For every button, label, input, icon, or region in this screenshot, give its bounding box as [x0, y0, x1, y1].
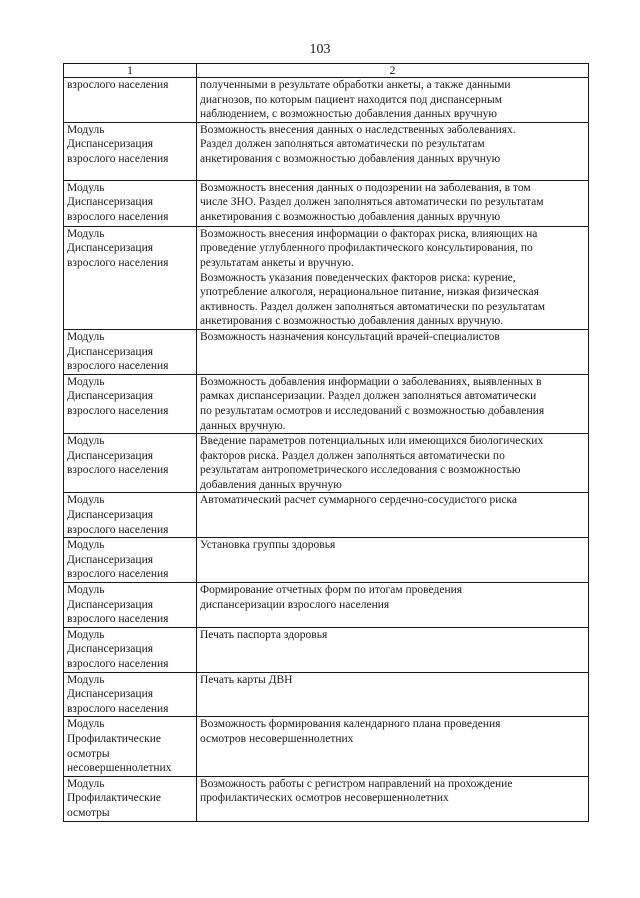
module-text-line: Диспансеризация: [67, 688, 154, 701]
description-text-line: Формирование отчетных форм по итогам проведения: [200, 584, 463, 597]
module-text-line: Модуль: [67, 777, 105, 790]
module-text-line: Модуль: [67, 494, 105, 507]
module-text-line: Профилактические: [67, 732, 161, 745]
description-text-line: Возможность внесения данных о подозрении на заболевания, в том: [200, 181, 531, 194]
description-text-line: Возможность внесения информации о факторах риска, влияющих на: [200, 227, 538, 240]
module-text-line: взрослого населения: [67, 210, 169, 223]
table-row: [64, 226, 589, 329]
module-text-line: Диспансеризация: [67, 643, 154, 656]
page-number: 103: [309, 42, 331, 57]
description-cell: [197, 776, 589, 821]
description-text-line: рамках диспансеризации. Раздел должен заполняться автоматически: [200, 390, 537, 403]
module-text-line: Диспансеризация: [67, 509, 154, 522]
table-row: [64, 434, 589, 493]
module-cell: [64, 78, 197, 123]
module-text-line: осмотры: [67, 747, 110, 760]
description-text-line: проведение углубленного профилактического консультирования, по: [200, 242, 533, 255]
module-cell: [64, 672, 197, 717]
module-text-line: Модуль: [67, 330, 105, 343]
module-text-line: Диспансеризация: [67, 345, 154, 358]
description-text-line: добавления данных вручную: [200, 478, 342, 491]
description-text-line: активность. Раздел должен заполняться автоматически по результатам: [200, 300, 546, 313]
description-cell: [197, 374, 589, 433]
table-row: [64, 78, 589, 123]
description-text-line: Печать карты ДВН: [200, 673, 293, 686]
description-cell: [197, 78, 589, 123]
description-text-line: результатам анкеты и вручную.: [200, 256, 354, 269]
module-cell: [64, 329, 197, 374]
module-cell: [64, 493, 197, 538]
description-text-line: профилактических осмотров несовершеннолетних: [200, 792, 449, 805]
description-text-line: числе ЗНО. Раздел должен заполняться автоматически по результатам: [200, 196, 544, 209]
table-row: [64, 180, 589, 226]
module-text-line: Модуль: [67, 181, 105, 194]
module-cell: [64, 627, 197, 672]
module-text-line: взрослого населения: [67, 256, 169, 269]
module-text-line: Модуль: [67, 435, 105, 448]
module-text-line: Диспансеризация: [67, 138, 154, 151]
description-text-line: Возможность внесения данных о наследственных заболеваниях.: [200, 123, 516, 136]
description-text-line: анкетирования с возможностью добавления данных вручную: [200, 152, 501, 165]
module-text-line: Диспансеризация: [67, 242, 154, 255]
table-row: [64, 374, 589, 433]
module-cell: [64, 374, 197, 433]
description-text-line: Возможность формирования календарного плана проведения: [200, 718, 501, 731]
description-text-line: данных вручную.: [200, 419, 286, 432]
module-cell: [64, 122, 197, 180]
table-row: [64, 672, 589, 717]
description-text-line: Раздел должен заполняться автоматически по результатам: [200, 138, 485, 151]
description-text-line: факторов риска. Раздел должен заполняться автоматически по: [200, 449, 505, 462]
description-cell: [197, 538, 589, 583]
table-row: [64, 583, 589, 628]
module-text-line: взрослого населения: [67, 464, 169, 477]
module-text-line: взрослого населения: [67, 523, 169, 536]
description-text-line: результатам антропометрического исследования с возможностью: [200, 464, 521, 477]
module-cell: [64, 717, 197, 776]
module-text-line: Модуль: [67, 628, 105, 641]
module-text-line: взрослого населения: [67, 568, 169, 581]
module-text-line: взрослого населения: [67, 360, 169, 373]
module-text-line: несовершеннолетних: [67, 762, 172, 775]
description-text-line: диспансеризации взрослого населения: [200, 598, 390, 611]
column-header-2: 2: [197, 64, 589, 78]
description-text-line: Возможность работы с регистром направлений на прохождение: [200, 777, 513, 790]
module-text-line: взрослого населения: [67, 613, 169, 626]
module-text-line: Модуль: [67, 375, 105, 388]
module-text-line: Модуль: [67, 227, 105, 240]
table-row: [64, 122, 589, 180]
module-text-line: Диспансеризация: [67, 553, 154, 566]
description-text-line: диагнозов, по которым пациент находится под диспансерным: [200, 93, 503, 106]
module-text-line: Профилактические: [67, 792, 161, 805]
description-cell: [197, 493, 589, 538]
description-text-line: Введение параметров потенциальных или имеющихся биологических: [200, 435, 544, 448]
description-text-line: анкетирования с возможностью добавления данных вручную: [200, 210, 501, 223]
description-cell: [197, 583, 589, 628]
module-text-line: Диспансеризация: [67, 196, 154, 209]
module-cell: [64, 583, 197, 628]
description-cell: [197, 226, 589, 329]
description-text-line: употребление алкоголя, нерациональное питание, низкая физическая: [200, 286, 539, 299]
description-text-line: Возможность указания поведенческих факторов риска: курение,: [200, 271, 516, 284]
module-cell: [64, 434, 197, 493]
description-text-line: Автоматический расчет суммарного сердечно-сосудистого риска: [200, 494, 518, 507]
module-cell: [64, 538, 197, 583]
module-text-line: взрослого населения: [67, 658, 169, 670]
table-row: [64, 627, 589, 672]
description-cell: [197, 672, 589, 717]
description-text-line: осмотров несовершеннолетних: [200, 732, 354, 745]
description-cell: [197, 627, 589, 672]
table-row: [64, 538, 589, 583]
module-cell: [64, 180, 197, 226]
description-text-line: Возможность назначения консультаций врачей-специалистов: [200, 330, 500, 343]
module-text-line: Модуль: [67, 123, 105, 136]
module-text-line: взрослого населения: [67, 702, 169, 715]
module-text-line: осмотры: [67, 806, 110, 819]
module-text-line: Диспансеризация: [67, 390, 154, 403]
description-text-line: Печать паспорта здоровья: [200, 628, 328, 641]
description-cell: [197, 434, 589, 493]
module-text-line: Модуль: [67, 584, 105, 597]
table-row: [64, 776, 589, 821]
description-text-line: полученными в результате обработки анкеты, а также данными: [200, 79, 511, 91]
requirements-table: [63, 63, 589, 822]
module-text-line: Модуль: [67, 718, 105, 731]
description-cell: [197, 329, 589, 374]
description-text-line: Установка группы здоровья: [200, 539, 336, 552]
module-text-line: взрослого населения: [67, 152, 169, 165]
module-cell: [64, 226, 197, 329]
module-text-line: Модуль: [67, 673, 105, 686]
description-text-line: анкетирования с возможностью добавления данных вручную.: [200, 315, 504, 328]
table-row: [64, 717, 589, 776]
description-cell: [197, 122, 589, 180]
table-body: [64, 78, 589, 822]
description-cell: [197, 180, 589, 226]
description-text-line: наблюдением, с возможностью добавления данных вручную: [200, 108, 497, 121]
description-text-line: по результатам осмотров и исследований с возможностью добавления: [200, 404, 545, 417]
description-cell: [197, 717, 589, 776]
column-header-1: 1: [64, 64, 197, 78]
description-text-line: Возможность добавления информации о заболеваниях, выявленных в: [200, 375, 542, 388]
module-text-line: взрослого населения: [67, 404, 169, 417]
module-text-line: Диспансеризация: [67, 598, 154, 611]
module-text-line: Модуль: [67, 539, 105, 552]
module-text-line: Диспансеризация: [67, 449, 154, 462]
module-text-line: взрослого населения: [67, 79, 169, 91]
module-cell: [64, 776, 197, 821]
table-row: [64, 493, 589, 538]
table-row: [64, 329, 589, 374]
table-header-row: [64, 64, 589, 78]
